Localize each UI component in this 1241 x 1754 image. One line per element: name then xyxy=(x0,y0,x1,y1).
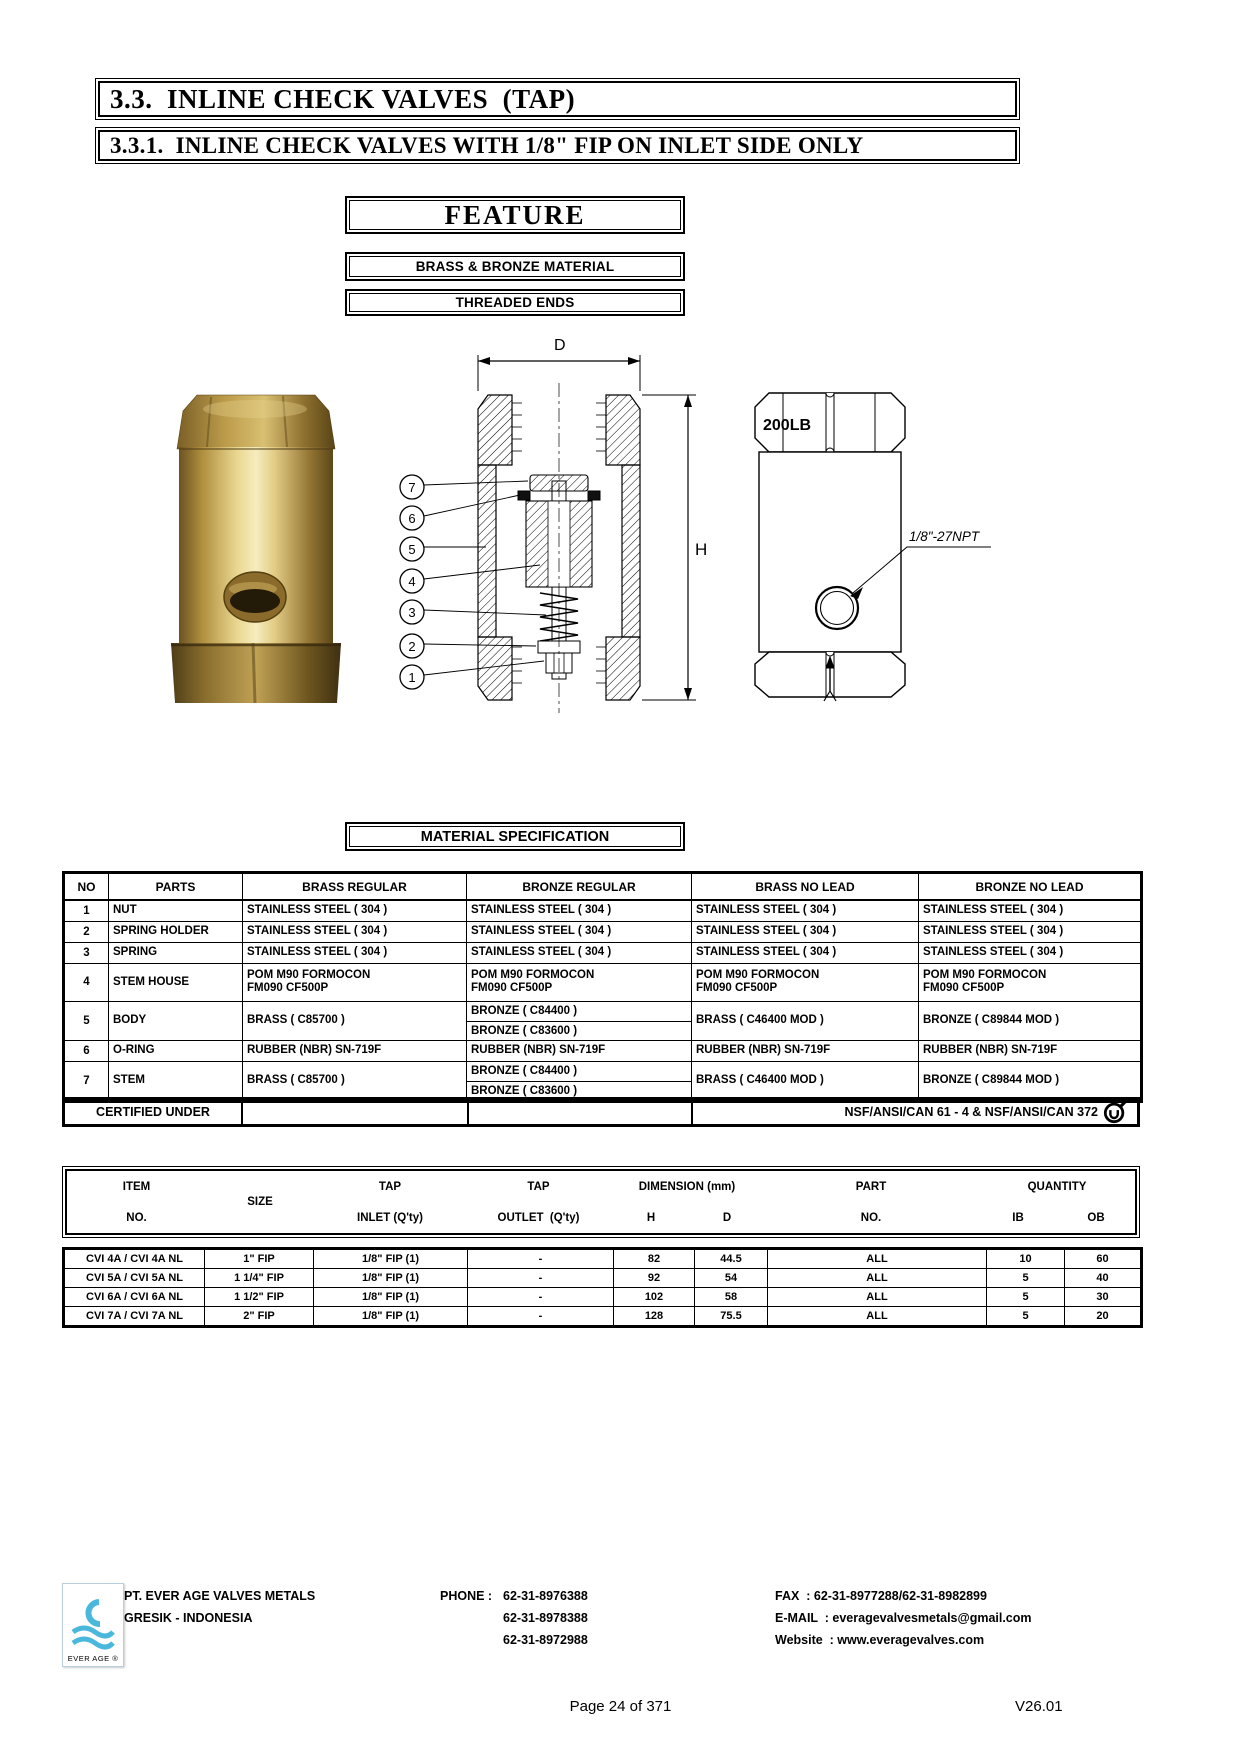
dim-h: 82 xyxy=(614,1249,695,1269)
section-title-box xyxy=(95,78,1020,120)
tap-outlet: - xyxy=(468,1269,614,1288)
qty-ib: 5 xyxy=(987,1307,1065,1327)
tap-outlet: - xyxy=(468,1288,614,1307)
table-row xyxy=(64,1249,1142,1269)
table-row: 2 SPRING HOLDER STAINLESS STEEL ( 304 ) STAINLESS STEEL ( 304 ) STAINLESS STEEL ( 304 ) STAINLESS STEEL ( 304 ) xyxy=(64,921,1142,942)
dim-d: 44.5 xyxy=(695,1249,768,1269)
website-line: Website : www.everagevalves.com xyxy=(775,1633,985,1647)
outline-view-drawing xyxy=(725,385,1055,705)
header-dim-h: H xyxy=(646,1211,656,1224)
feature-badge-material: BRASS & BRONZE MATERIAL xyxy=(415,259,615,274)
col-header-no: NO xyxy=(64,873,109,901)
table-row: 5 BODY BRASS ( C85700 ) BRONZE ( C84400 ) BRONZE ( C83600 ) BRASS ( C46400 MOD ) BRONZE ( C89844 MOD ) xyxy=(64,1001,1142,1040)
valve-photo-screw-slot xyxy=(224,572,286,622)
tap-outlet: - xyxy=(468,1307,614,1327)
header-qty-ob: OB xyxy=(1087,1211,1105,1224)
company-logo xyxy=(62,1583,124,1667)
section-title: 3.3. INLINE CHECK VALVES (TAP) xyxy=(110,83,576,114)
phone-number: 62-31-8976388 xyxy=(503,1589,588,1603)
feature-title-box xyxy=(345,196,685,234)
company-city: GRESIK - INDONESIA xyxy=(124,1611,253,1625)
qty-ib: 5 xyxy=(987,1269,1065,1288)
col-header-bronze-regular: BRONZE REGULAR xyxy=(467,873,692,901)
dimension-h-label: H xyxy=(695,540,708,559)
header-dim-d: D xyxy=(722,1211,732,1224)
table-row: 1 NUT STAINLESS STEEL ( 304 ) STAINLESS STEEL ( 304 ) STAINLESS STEEL ( 304 ) STAINLESS STEEL ( 304 ) xyxy=(64,900,1142,921)
header-dimension: DIMENSION (mm) xyxy=(638,1180,736,1193)
part-no: ALL xyxy=(768,1307,987,1327)
header-tap-outlet: TAP xyxy=(527,1180,550,1193)
part-no: ALL xyxy=(768,1288,987,1307)
fax-line: FAX : 62-31-8977288/62-31-8982899 xyxy=(775,1589,987,1603)
item-no: CVI 4A / CVI 4A NL xyxy=(64,1249,205,1269)
material-spec-title-box xyxy=(345,822,685,851)
valve-photo-top-cap xyxy=(177,395,335,449)
certified-under-label: CERTIFIED UNDER xyxy=(65,1100,243,1124)
certified-empty-cell xyxy=(469,1100,693,1124)
header-part-no: NO. xyxy=(860,1211,882,1224)
tap-inlet: 1/8" FIP (1) xyxy=(314,1269,468,1288)
table-row: 3 SPRING STAINLESS STEEL ( 304 ) STAINLESS STEEL ( 304 ) STAINLESS STEEL ( 304 ) STAINLESS STEEL ( 304 ) xyxy=(64,942,1142,963)
col-header-bronze-no-lead: BRONZE NO LEAD xyxy=(919,873,1142,901)
material-spec-title: MATERIAL SPECIFICATION xyxy=(420,828,610,845)
callout-7: 7 xyxy=(408,480,416,495)
part-callouts xyxy=(400,475,546,689)
callout-6: 6 xyxy=(408,511,416,526)
dim-h: 128 xyxy=(614,1307,695,1327)
feature-badge-box xyxy=(345,289,685,316)
feature-title: FEATURE xyxy=(444,199,586,230)
certified-value-cell xyxy=(693,1100,1137,1124)
header-part: PART xyxy=(855,1180,887,1193)
certification-mark-icon xyxy=(1103,1100,1127,1124)
header-item: ITEM xyxy=(122,1180,151,1193)
callout-2: 2 xyxy=(408,639,416,654)
company-name: PT. EVER AGE VALVES METALS xyxy=(124,1589,316,1603)
certified-empty-cell xyxy=(243,1100,469,1124)
size-table xyxy=(62,1247,1143,1328)
tap-thread-label: 1/8"-27NPT xyxy=(909,529,980,544)
size: 1 1/4" FIP xyxy=(205,1269,314,1288)
qty-ib: 10 xyxy=(987,1249,1065,1269)
company-address xyxy=(124,1585,315,1629)
size: 2" FIP xyxy=(205,1307,314,1327)
table-row xyxy=(64,1288,1142,1307)
header-qty-ib: IB xyxy=(1012,1211,1024,1224)
dim-d: 58 xyxy=(695,1288,768,1307)
certified-under-value: NSF/ANSI/CAN 61 - 4 & NSF/ANSI/CAN 372 xyxy=(844,1105,1098,1119)
table-header-row xyxy=(64,873,1142,901)
item-no: CVI 6A / CVI 6A NL xyxy=(64,1288,205,1307)
valve-photo-bottom-cap xyxy=(171,643,341,703)
item-no: CVI 7A / CVI 7A NL xyxy=(64,1307,205,1327)
item-no: CVI 5A / CVI 5A NL xyxy=(64,1269,205,1288)
qty-ob: 60 xyxy=(1065,1249,1142,1269)
table-row: 7 STEM BRASS ( C85700 ) BRONZE ( C84400 ) BRONZE ( C83600 ) BRASS ( C46400 MOD ) BRONZE ( C89844 MOD ) xyxy=(64,1061,1142,1101)
header-outlet-qty: OUTLET (Q'ty) xyxy=(497,1211,580,1224)
size: 1" FIP xyxy=(205,1249,314,1269)
subsection-title-box xyxy=(95,127,1020,164)
callout-3: 3 xyxy=(408,605,416,620)
tap-inlet: 1/8" FIP (1) xyxy=(314,1307,468,1327)
dim-d: 75.5 xyxy=(695,1307,768,1327)
valve-photo xyxy=(163,385,349,705)
cross-section-drawing xyxy=(390,335,720,720)
header-item-no: NO. xyxy=(126,1211,147,1224)
phone-label: PHONE : xyxy=(440,1589,493,1603)
phone-number: 62-31-8978388 xyxy=(503,1611,588,1625)
subsection-title: 3.3.1. INLINE CHECK VALVES WITH 1/8" FIP ON INLET SIDE ONLY xyxy=(110,132,864,158)
header-inlet-qty: INLET (Q'ty) xyxy=(357,1211,423,1224)
col-header-brass-regular: BRASS REGULAR xyxy=(243,873,467,901)
phone-numbers xyxy=(503,1585,588,1651)
qty-ob: 30 xyxy=(1065,1288,1142,1307)
table-row: 4 STEM HOUSE POM M90 FORMOCON FM090 CF500P POM M90 FORMOCON FM090 CF500P POM M90 FORMOCON FM090 CF500P POM M90 FORMOCON FM090 CF500P xyxy=(64,963,1142,1001)
dimension-d-label: D xyxy=(554,337,566,354)
col-header-parts: PARTS xyxy=(109,873,243,901)
dim-h: 102 xyxy=(614,1288,695,1307)
dim-d: 54 xyxy=(695,1269,768,1288)
phone-number: 62-31-8972988 xyxy=(503,1633,588,1647)
outline-body xyxy=(755,393,905,697)
pressure-rating-label: 200LB xyxy=(763,417,812,434)
dimension-h xyxy=(642,395,707,700)
tap-outlet: - xyxy=(468,1249,614,1269)
qty-ob: 40 xyxy=(1065,1269,1142,1288)
feature-badge-ends: THREADED ENDS xyxy=(455,295,575,310)
material-spec-table xyxy=(62,871,1143,1103)
callout-5: 5 xyxy=(408,542,416,557)
email-line: E-MAIL : everagevalvesmetals@gmail.com xyxy=(775,1611,1032,1625)
certified-under-row xyxy=(62,1097,1140,1127)
header-size: SIZE xyxy=(247,1196,273,1208)
part-no: ALL xyxy=(768,1269,987,1288)
col-header-brass-no-lead: BRASS NO LEAD xyxy=(692,873,919,901)
tap-inlet: 1/8" FIP (1) xyxy=(314,1249,468,1269)
header-quantity: QUANTITY xyxy=(1027,1180,1087,1193)
table-row xyxy=(64,1307,1142,1327)
callout-1: 1 xyxy=(408,670,416,685)
page-number: Page 24 of 371 xyxy=(569,1698,672,1715)
size: 1 1/2" FIP xyxy=(205,1288,314,1307)
part-no: ALL xyxy=(768,1249,987,1269)
everage-wave-icon xyxy=(69,1598,117,1654)
contact-block xyxy=(775,1585,1032,1651)
header-tap-inlet: TAP xyxy=(378,1180,402,1193)
dimension-d xyxy=(478,337,640,391)
tap-inlet: 1/8" FIP (1) xyxy=(314,1288,468,1307)
table-row: 6 O-RING RUBBER (NBR) SN-719F RUBBER (NBR) SN-719F RUBBER (NBR) SN-719F RUBBER (NBR) SN-719F xyxy=(64,1040,1142,1061)
version-number: V26.01 xyxy=(1015,1698,1063,1715)
size-table-header-box xyxy=(62,1166,1140,1238)
dim-h: 92 xyxy=(614,1269,695,1288)
logo-text: EVER AGE ® xyxy=(67,1654,119,1663)
qty-ib: 5 xyxy=(987,1288,1065,1307)
callout-4: 4 xyxy=(408,574,416,589)
qty-ob: 20 xyxy=(1065,1307,1142,1327)
table-row xyxy=(64,1269,1142,1288)
feature-badge-box xyxy=(345,252,685,281)
